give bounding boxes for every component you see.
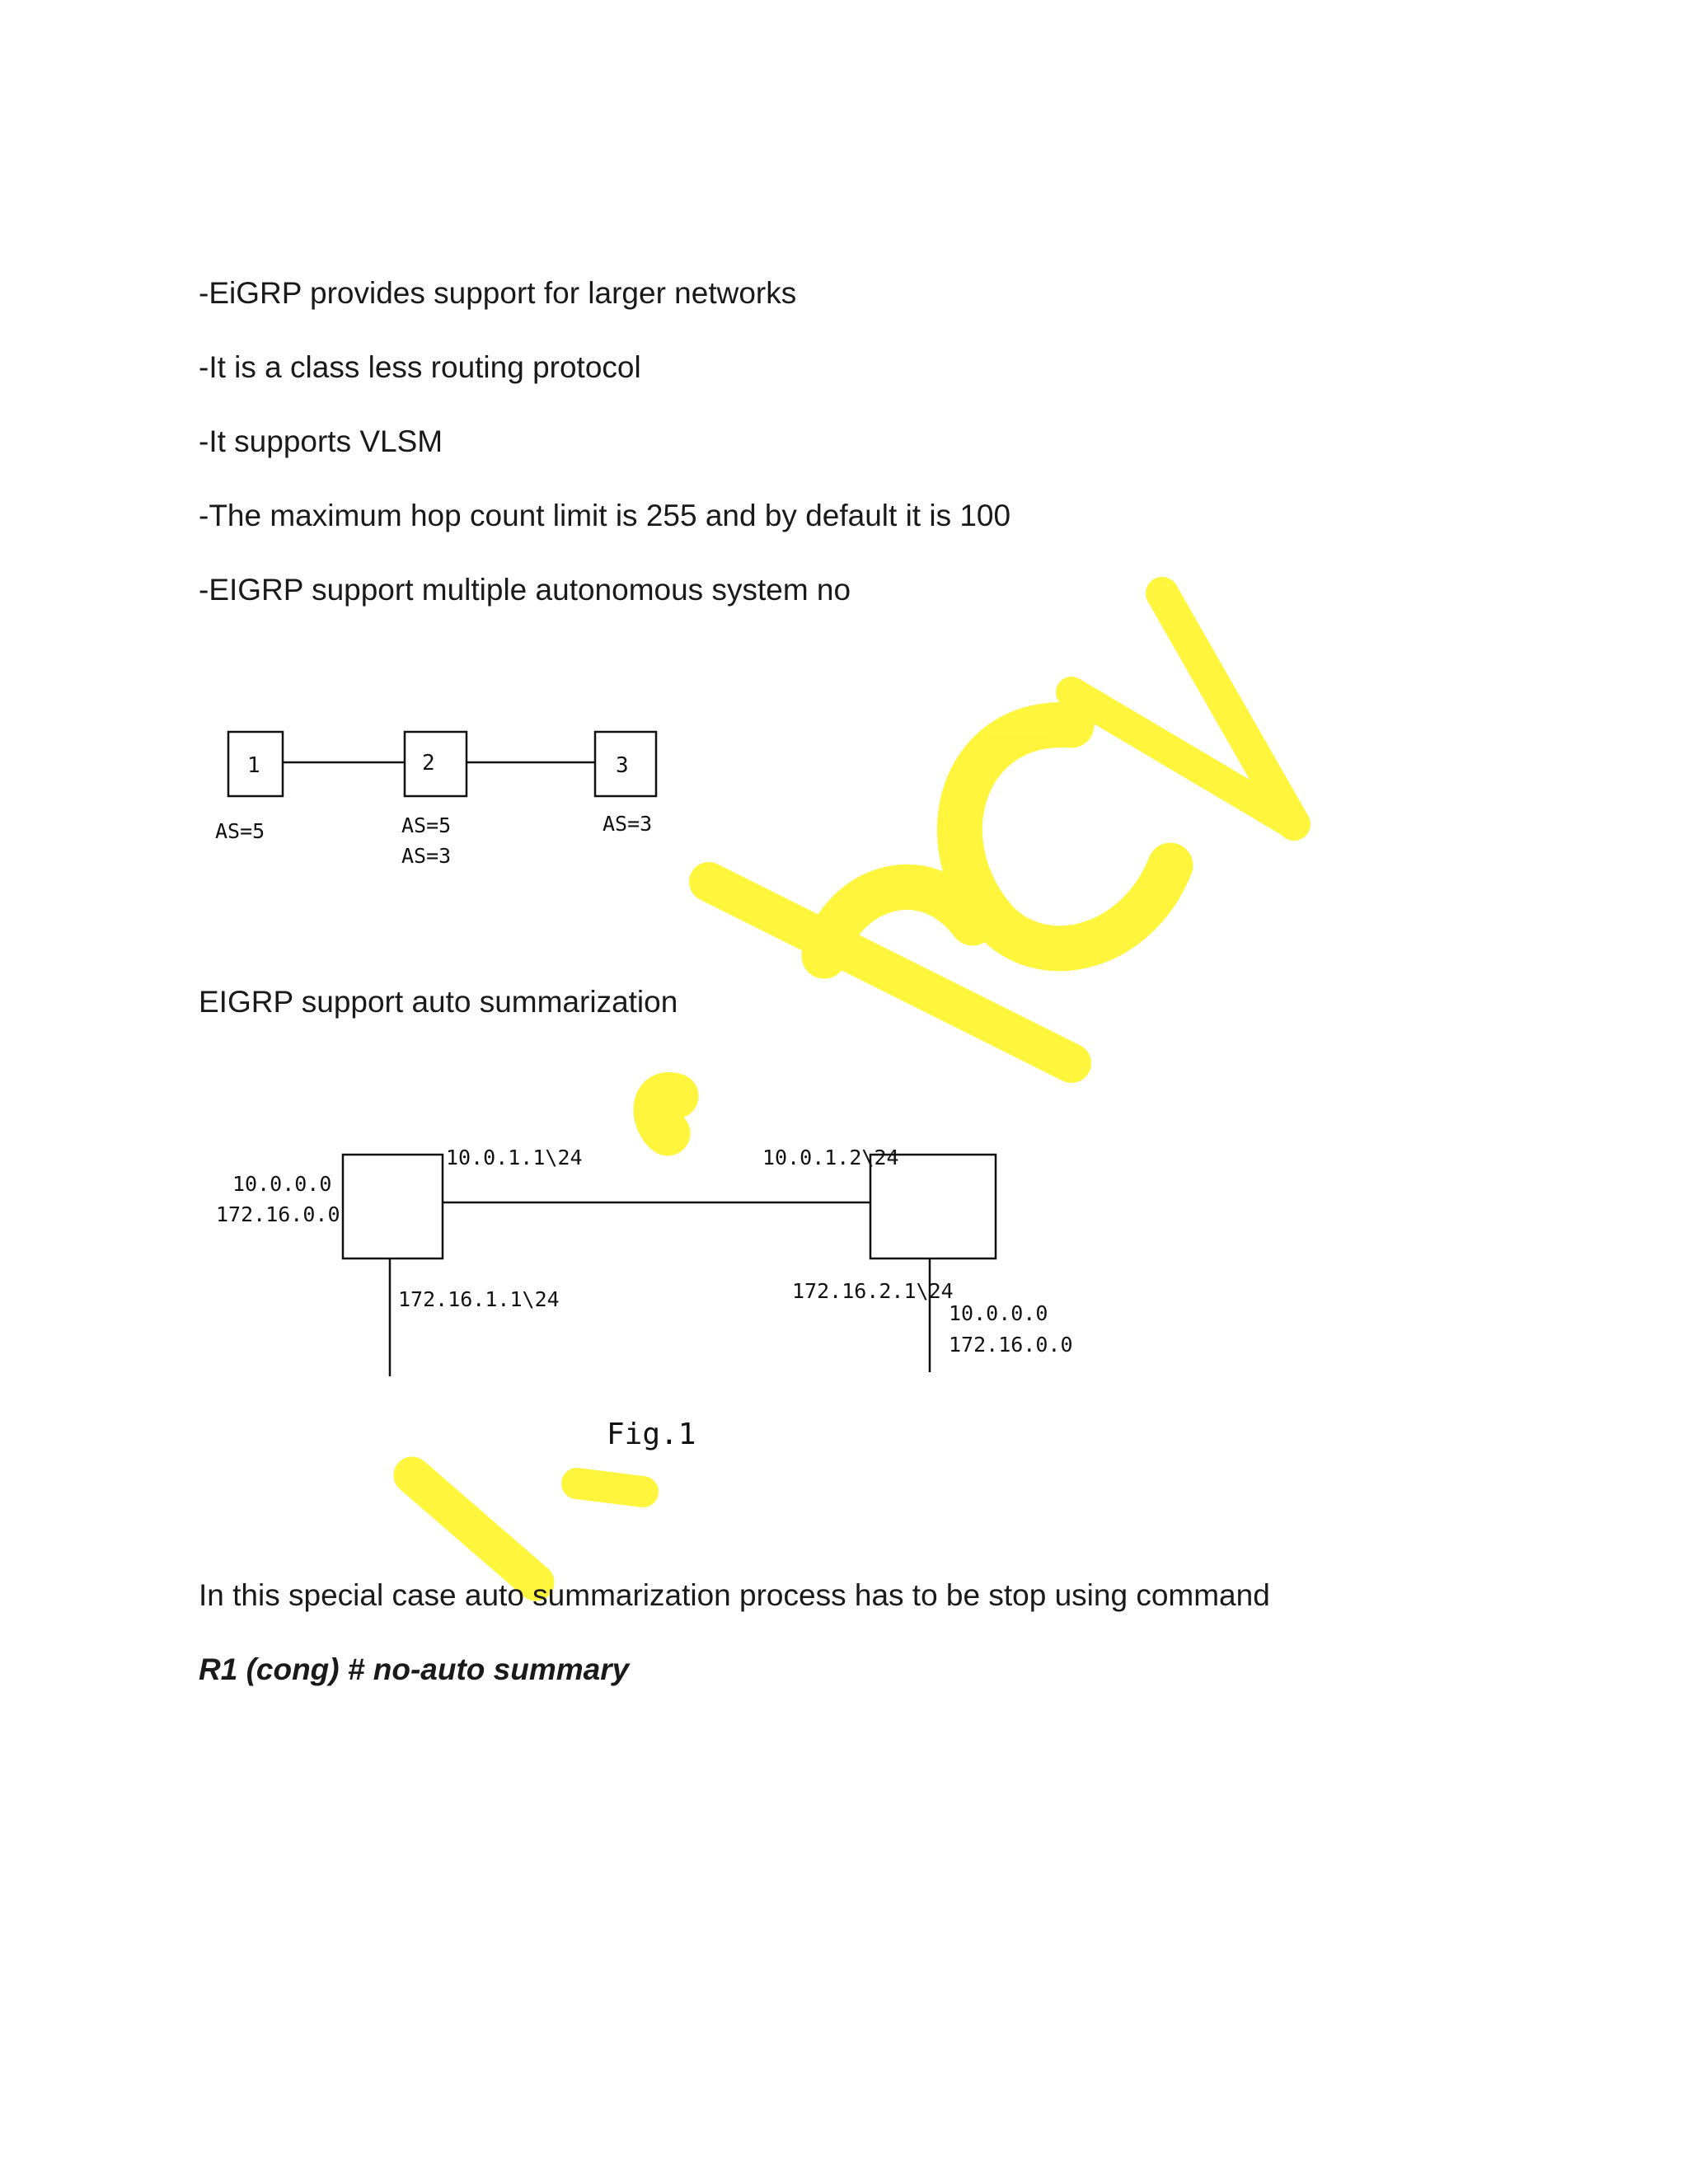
left-router-box	[343, 1155, 443, 1258]
command-text: R1 (cong) # no-auto summary	[199, 1652, 630, 1686]
right-network-2: 172.16.0.0	[949, 1333, 1073, 1357]
right-link-ip: 10.0.1.2\24	[762, 1146, 899, 1169]
left-network-1: 10.0.0.0	[232, 1172, 332, 1196]
left-network-2: 172.16.0.0	[216, 1202, 340, 1226]
router-1-label: 1	[247, 753, 260, 778]
bullet-line: -It supports VLSM	[199, 424, 443, 458]
right-router-box	[870, 1155, 996, 1258]
auto-summary-heading: EIGRP support auto summarization	[199, 985, 678, 1019]
special-case-text: In this special case auto summarization process has to be stop using command	[199, 1578, 1270, 1612]
router-2-label: 2	[422, 751, 435, 776]
bullet-line: -EIGRP support multiple autonomous system no	[199, 573, 851, 607]
right-lan-ip: 172.16.2.1\24	[792, 1279, 954, 1303]
left-lan-ip: 172.16.1.1\24	[398, 1287, 560, 1311]
bullet-line: -The maximum hop count limit is 255 and by default it is 100	[199, 499, 1011, 532]
router-1-as: AS=5	[215, 819, 265, 843]
router-2-as-b: AS=3	[401, 844, 452, 868]
router-3-as: AS=3	[603, 812, 653, 836]
figure-caption: Fig.1	[607, 1418, 696, 1451]
bullet-line: -EiGRP provides support for larger networks	[199, 276, 797, 310]
left-link-ip: 10.0.1.1\24	[446, 1146, 583, 1169]
right-network-1: 10.0.0.0	[949, 1301, 1048, 1325]
bullet-line: -It is a class less routing protocol	[199, 350, 641, 384]
router-2-as-a: AS=5	[401, 813, 452, 837]
router-3-label: 3	[616, 753, 629, 778]
